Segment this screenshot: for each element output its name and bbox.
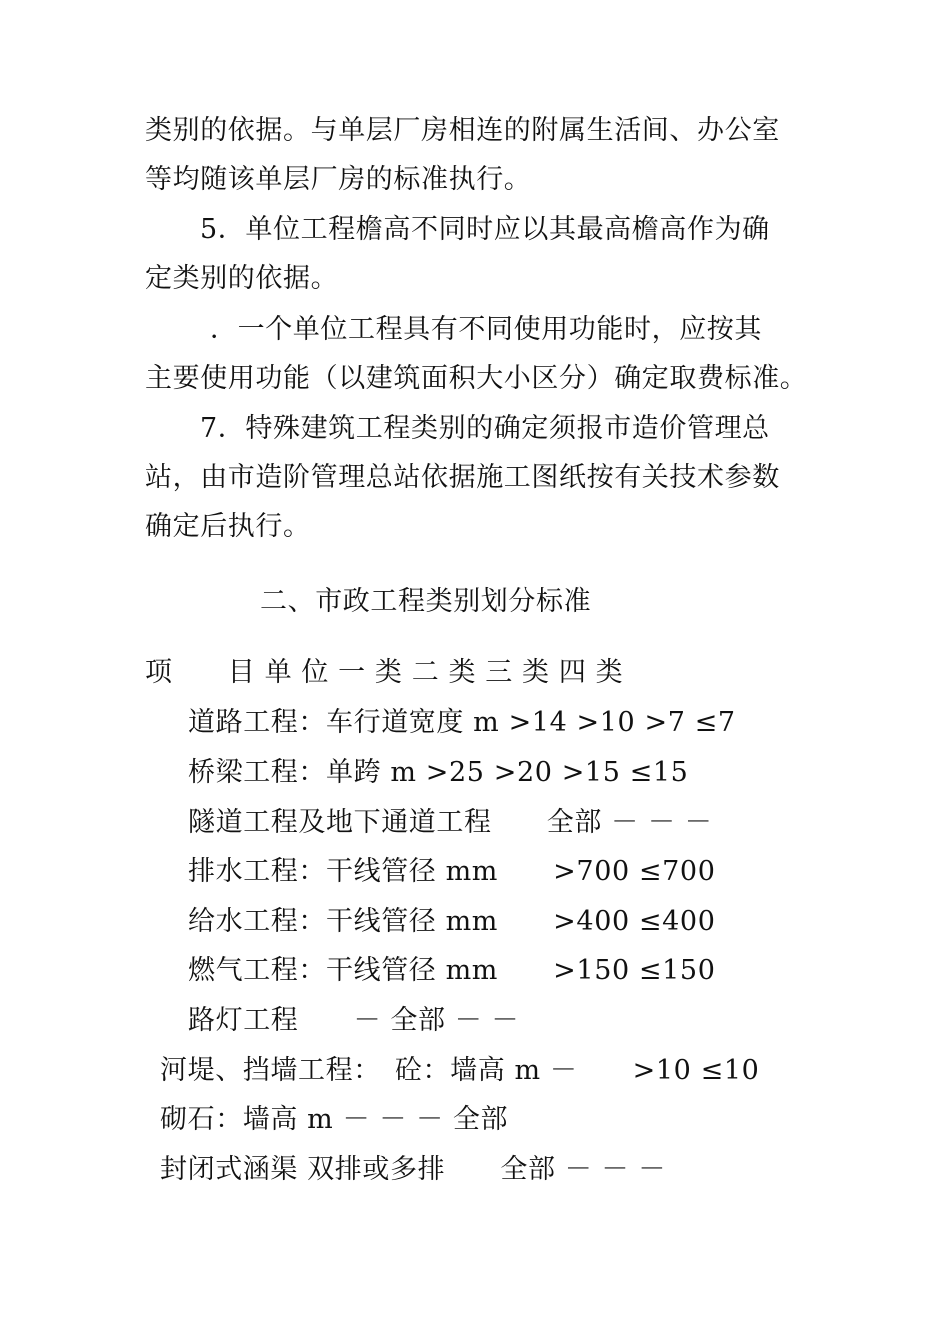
table-row: 砌石：墙高 m － － － 全部	[160, 1104, 509, 1135]
table-row: 排水工程：干线管径 mm >700 ≤700	[188, 856, 716, 887]
table-row: 燃气工程：干线管径 mm >150 ≤150	[188, 955, 716, 986]
table-row: 河堤、挡墙工程： 砼：墙高 m － >10 ≤10	[160, 1055, 760, 1086]
paragraph-line: 主要使用功能（以建筑面积大小区分）确定取费标准。	[145, 363, 808, 394]
paragraph-line: 等均随该单层厂房的标准执行。	[145, 164, 532, 195]
paragraph-line: ．一个单位工程具有不同使用功能时，应按其	[210, 314, 762, 345]
paragraph-line: 7．特殊建筑工程类别的确定须报市造价管理总	[200, 413, 770, 444]
table-row: 路灯工程 － 全部 － －	[188, 1005, 520, 1036]
table-row: 封闭式涵渠 双排或多排 全部 － － －	[160, 1154, 666, 1185]
table-row: 桥梁工程：单跨 m >25 >20 >15 ≤15	[188, 757, 689, 788]
paragraph-line: 类别的依据。与单层厂房相连的附属生活间、办公室	[145, 115, 780, 146]
table-row: 道路工程：车行道宽度 m >14 >10 >7 ≤7	[188, 707, 736, 738]
paragraph-line: 5．单位工程檐高不同时应以其最高檐高作为确	[200, 214, 770, 245]
table-header: 项 目 单 位 一 类 二 类 三 类 四 类	[145, 657, 624, 688]
table-row: 隧道工程及地下通道工程 全部 － － －	[188, 807, 713, 838]
paragraph-line: 站，由市造阶管理总站依据施工图纸按有关技术参数	[145, 462, 780, 493]
paragraph-line: 确定后执行。	[145, 511, 311, 542]
table-row: 给水工程：干线管径 mm >400 ≤400	[188, 906, 716, 937]
section-heading: 二、市政工程类别划分标准	[260, 586, 592, 617]
paragraph-line: 定类别的依据。	[145, 263, 339, 294]
